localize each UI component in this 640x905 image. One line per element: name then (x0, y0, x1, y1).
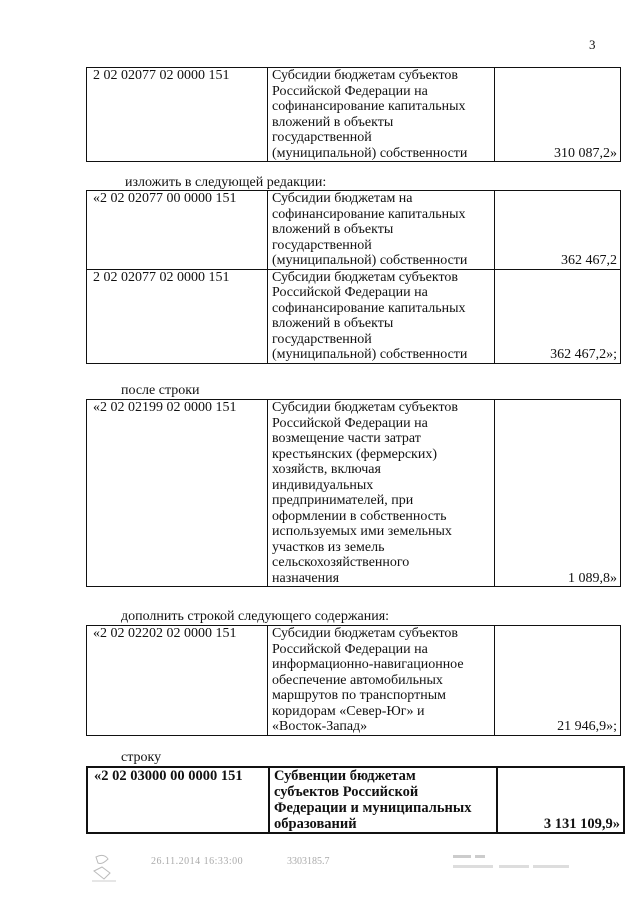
table-row (87, 400, 621, 587)
desc-line: Субсидии бюджетам субъектов (272, 400, 459, 415)
barcode-icon (453, 853, 573, 875)
desc-line: государственной (272, 237, 372, 253)
instruction-text: после строки (121, 383, 200, 398)
budget-table-block-4 (86, 625, 621, 736)
desc-line: Субсидии бюджетам субъектов (272, 68, 459, 83)
budget-description (268, 68, 495, 162)
desc-line: софинансирование капитальных (272, 300, 466, 316)
budget-table-block-3 (86, 399, 621, 587)
desc-line: вложений в объекты (272, 316, 394, 331)
footer-date: 26.11.2014 16:33:00 (151, 856, 244, 867)
budget-description (268, 400, 495, 587)
budget-code: 2 02 02077 02 0000 151 (87, 68, 268, 162)
desc-line: крестьянских (фермерских) (272, 446, 437, 462)
instruction-text: строку (121, 750, 162, 765)
desc-line: индивидуальных (272, 477, 374, 493)
desc-line: назначения (272, 570, 340, 586)
desc-line: коридорам «Север-Юг» и (272, 703, 425, 719)
desc-line: оформлении в собственность (272, 508, 447, 524)
desc-line: Субсидии бюджетам субъектов (272, 626, 459, 641)
desc-line: (муниципальной) собственности (272, 145, 468, 161)
desc-line: маршрутов по транспортным (272, 688, 447, 703)
desc-line: предпринимателей, при (272, 493, 414, 508)
budget-code: «2 02 03000 00 0000 151 (87, 767, 269, 833)
document-footer (90, 851, 560, 891)
table-row (87, 191, 621, 270)
table-row (87, 68, 621, 162)
desc-line: возмещение части затрат (272, 431, 421, 446)
desc-line: государственной (272, 331, 372, 347)
table-row (87, 626, 621, 736)
desc-line: Российской Федерации на (272, 83, 428, 99)
desc-line: вложений в объекты (272, 222, 394, 237)
instruction-text: изложить в следующей редакции: (125, 175, 327, 190)
registration-stamp-icon (90, 851, 120, 885)
budget-amount: 362 467,2 (495, 191, 621, 270)
instruction-text: дополнить строкой следующего содержания: (121, 609, 390, 624)
budget-table-block-2 (86, 190, 621, 364)
budget-description (268, 269, 495, 363)
desc-line: Российской Федерации на (272, 415, 428, 431)
desc-line: «Восток-Запад» (272, 719, 368, 734)
desc-line: участков из земель (272, 539, 385, 555)
desc-line: хозяйств, включая (272, 462, 381, 477)
budget-amount: 310 087,2» (495, 68, 621, 162)
desc-line: софинансирование капитальных (272, 206, 466, 222)
budget-amount: 3 131 109,9» (497, 767, 624, 833)
budget-description (268, 626, 495, 736)
desc-line: Субсидии бюджетам субъектов (272, 269, 459, 285)
budget-code: «2 02 02202 02 0000 151 (87, 626, 268, 736)
desc-line: Российской Федерации на (272, 285, 428, 300)
desc-line: Российской Федерации на (272, 641, 428, 657)
budget-amount: 362 467,2»; (495, 269, 621, 363)
budget-amount: 1 089,8» (495, 400, 621, 587)
desc-line: образований (274, 816, 357, 832)
budget-amount: 21 946,9»; (495, 626, 621, 736)
desc-line: субъектов Российской (274, 784, 419, 800)
desc-line: Федерации и муниципальных (274, 800, 472, 816)
budget-table-block-5 (86, 766, 625, 834)
desc-line: (муниципальной) собственности (272, 253, 468, 268)
desc-line: используемых ими земельных (272, 524, 452, 539)
desc-line: обеспечение автомобильных (272, 672, 443, 688)
desc-line: Субвенции бюджетам (274, 768, 416, 784)
budget-description (268, 191, 495, 270)
footer-doc-number: 3303185.7 (287, 856, 330, 867)
desc-line: государственной (272, 130, 372, 145)
page-number: 3 (589, 37, 596, 52)
budget-code: «2 02 02077 00 0000 151 (87, 191, 268, 270)
desc-line: информационно-навигационное (272, 657, 464, 672)
table-row (87, 269, 621, 363)
budget-table-block-1 (86, 67, 621, 162)
budget-description (269, 767, 497, 833)
budget-code: «2 02 02199 02 0000 151 (87, 400, 268, 587)
desc-line: (муниципальной) собственности (272, 347, 468, 362)
budget-code: 2 02 02077 02 0000 151 (87, 269, 268, 363)
desc-line: софинансирование капитальных (272, 99, 466, 114)
table-row (87, 767, 624, 833)
desc-line: вложений в объекты (272, 114, 394, 130)
desc-line: сельскохозяйственного (272, 555, 410, 570)
desc-line: Субсидии бюджетам на (272, 191, 413, 206)
